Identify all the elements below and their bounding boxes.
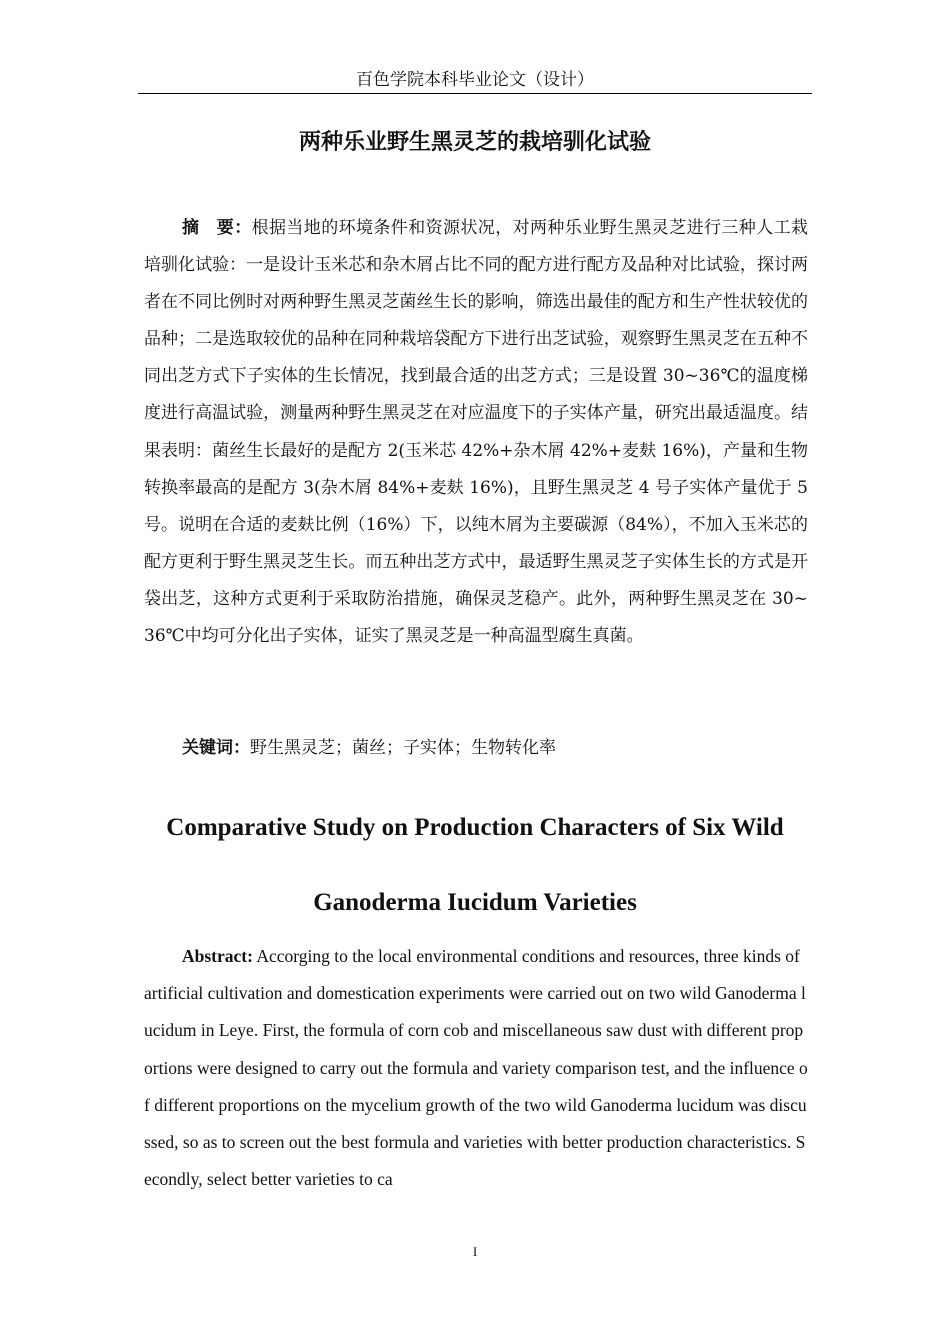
english-abstract-label: Abstract: [182,946,253,966]
chinese-keywords-text: 野生黑灵芝；菌丝；子实体；生物转化率 [250,738,556,758]
chinese-abstract-label: 摘 要： [182,218,252,238]
english-title: Comparative Study on Production Characters of Six Wild Ganoderma Iucidum Varieties [166,814,784,916]
page-number: I [472,1244,478,1259]
english-abstract-text: Accorging to the local environmental conditions and resources, three kinds of artificial cultivation and domestication experiments were carried out on two wild Ganoderma lucidum in Leye. First, the formula of corn cob and miscellaneous saw dust with different proportions were designed to carry out the formula and variety comparison test, and the influence of different proportions on the mycelium growth of the two wild Ganoderma lucidum was discussed, so as to screen out the best formula and varieties with better production characteristics. Secondly, select better varieties to ca [144,946,808,1190]
chinese-abstract-text: 根据当地的环境条件和资源状况，对两种乐业野生黑灵芝进行三种人工栽培驯化试验：一是设计玉米芯和杂木屑占比不同的配方进行配方及品种对比试验，探讨两者在不同比例时对两种野生黑灵芝菌丝生长的影响，筛选出最佳的配方和生产性状较优的品种；二是选取较优的品种在同种栽培袋配方下进行出芝试验，观察野生黑灵芝在五种不同出芝方式下子实体的生长情况，找到最合适的出芝方式；三是设置 30~36℃的温度梯度进行高温试验，测量两种野生黑灵芝在对应温度下的子实体产量，研究出最适温度。结果表明：菌丝生长最好的是配方 2(玉米芯 42%+杂木屑 42%+麦麸 16%)，产量和生物转换率最高的是配方 3(杂木屑 84%+麦麸 16%)，且野生黑灵芝 4 号子实体产量优于 5 号。说明在合适的麦麸比例（16%）下，以纯木屑为主要碳源（84%），不加入玉米芯的配方更利于野生黑灵芝生长。而五种出芝方式中，最适野生黑灵芝子实体生长的方式是开袋出芝，这种方式更利于采取防治措施，确保灵芝稳产。此外，两种野生黑灵芝在 30~36℃中均可分化出子实体，证实了黑灵芝是一种高温型腐生真菌。 [144,218,809,647]
chinese-keywords [144,730,808,767]
chinese-keywords-label: 关键词： [182,738,250,758]
english-abstract [144,938,808,1198]
chinese-abstract [144,210,808,655]
page-header [138,68,812,94]
header-text: 百色学院本科毕业论文（设计） [356,70,594,90]
chinese-title: 两种乐业野生黑灵芝的栽培驯化试验 [298,130,651,155]
